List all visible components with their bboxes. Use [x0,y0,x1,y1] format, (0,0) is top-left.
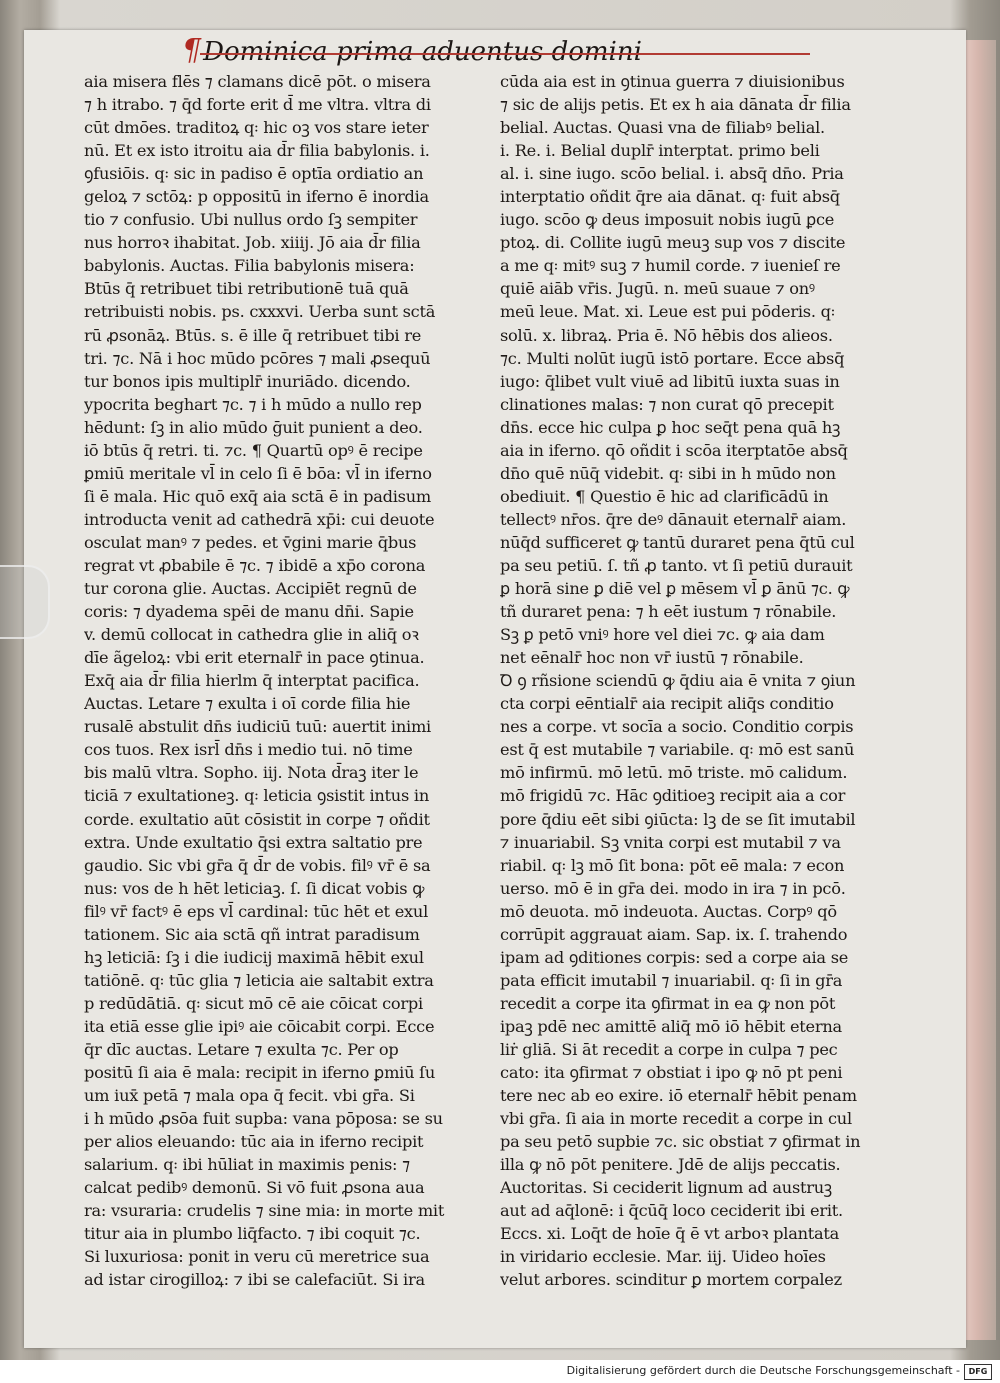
text-line: nes a corpe. vt socīa a socio. Conditio corpis [500,717,854,737]
text-line: ticiā ⁊ exultationeꝫ. q꞉ leticia ꝯsistit intus in [84,786,430,806]
text-line: dīe ãgeloꝝ: vbi erit eternalr̄ in pace ꝯtinua. [84,648,425,668]
text-line: Eccs. xi. Loq̄t de hoīe q̄ ē vt arboꝛ plantata [500,1224,840,1244]
text-line: dn̄s. ecce hic culpa ꝑ hoc seq̄t pena quā hꝫ [500,417,841,437]
text-line: corde. exultatio aūt cōsistit in corpe ⁊ oñdit [84,809,430,829]
text-line: coris: ⁊ dyadema spēi de manu dn̄i. Sapie [84,602,414,622]
text-line: tere nec ab eo exire. iō eternalr̄ hēbit penam [500,1086,857,1106]
text-line: clinationes malas: ⁊ non curat qō precepit [500,394,834,414]
text-line: rū ꝓsonāꝝ. Btūs. s. ē ille q̄ retribuet tibi re [84,325,422,345]
text-line: v. demū collocat in cathedra glie in aliq̄ oꝛ [84,625,419,645]
text-line: solū. x. libraꝝ. Pria ē. Nō hēbis dos alieos. [500,325,833,345]
text-line: ⁊ h itrabo. ⁊ q̄d forte erit d̄ me vltra. vltra di [84,95,431,115]
text-line: vbi gr̄a. ſi aia in morte recedit a corpe in cul [500,1109,852,1129]
text-line: tri. ⁊c. Nā i hoc mūdo pcōres ⁊ mali ꝓsequū [84,348,431,368]
text-line: aia in iferno. qō oñdit i scōa iterptatōe absq̄ [500,440,848,460]
text-line: pa seu petiū. ſ. tñ ꝓ tanto. vt ſi petiū durauit [500,555,853,575]
text-line: Si luxuriosa: ponit in veru cū meretrice sua [84,1247,430,1267]
text-line: iō btūs q̄ retri. ti. ⁊c. ¶ Quartū opꝰ ē recipe [84,440,423,460]
text-line: extra. Unde exultatio q̄si extra saltatio pre [84,832,423,852]
text-line: ꝑ horā sine ꝑ diē vel ꝑ mēsem vl̄ ꝑ ānū ⁊c. ꝙ [500,579,850,599]
text-line: ita etiā esse glie ipiꝰ aie cōicabit corpi. Ecce [84,1016,435,1036]
text-line: Auctas. Letare ⁊ exulta i oī corde filia hie [84,694,411,714]
text-line: geloꝝ ⁊ sctōꝝ: p oppositū in iferno ē inordia [84,187,429,207]
text-line: salarium. q꞉ ibi hūliat in maximis penis: ⁊ [84,1155,410,1175]
text-line: osculat manꝰ ⁊ pedes. et v̄gini marie q̄bus [84,532,417,552]
text-line: tellectꝰ nr̄os. q̄re deꝰ dānauit eternalr̄ aiam. [500,509,847,529]
text-line: mō infirmū. mō letū. mō triste. mō calidum. [500,763,848,783]
text-line: pore q̄diu eēt sibi ꝯiūcta: lꝫ de se ſit imutabil [500,809,856,829]
text-line: mō deuota. mō indeuota. Auctas. Corpꝰ qō [500,901,837,921]
text-line: liṙ gliā. Si āt recedit a corpe in culpa ⁊ pec [500,1039,838,1059]
text-line: Btūs q̄ retribuet tibi retributionē tuā quā [84,279,409,299]
text-line: tur corona glie. Auctas. Accipiēt regnū de [84,579,417,599]
text-line: interptatio oñdit q̄re aia dānat. q꞉ fuit absq̄ [500,187,840,207]
text-line: calcat pedibꝰ demonū. Si vō fuit ꝓsona aua [84,1178,425,1198]
text-line: cato: ita ꝯfirmat ⁊ obstiat i ipo ꝙ nō pt peni [500,1063,843,1083]
text-line: est q̄ est mutabile ⁊ variabile. q꞉ mō est sanū [500,740,855,760]
page-heading [182,33,802,69]
funding-credit: Digitalisierung gefördert durch die Deutsche Forschungsgemeinschaft - [566,1364,960,1377]
text-line: nū. Et ex isto itroitu aia d̄r filia babylonis. i. [84,141,430,161]
text-line: ra: vsuraria: crudelis ⁊ sine mia: in morte mit [84,1201,445,1221]
text-line: Exq̄ aia d̄r filia hierlm q̄ interptat pacifica. [84,671,420,691]
text-line: regrat vt ꝓbabile ē ⁊c. ⁊ ibidē a xp̄o corona [84,555,426,575]
heading-rule [200,53,810,55]
text-line: al. i. sine iugo. scōo belial. i. absq̄ dn̄o. Pria [500,164,844,184]
text-line: a me q꞉ mitꝰ suꝫ ⁊ humil corde. ⁊ iuenieſ re [500,256,841,276]
text-line: i. Re. i. Belial duplr̄ interptat. primo beli [500,141,820,161]
text-line: Sꝫ ꝑ petō vniꝰ hore vel diei ⁊c. ꝙ aia dam [500,625,825,645]
text-line: tationem. Sic aia sctā qñ intrat paradisum [84,924,420,944]
text-line: ⁊ sic de alijs petis. Et ex h aia dānata d̄r filia [500,95,851,115]
text-line: meū leue. Mat. xi. Leue est pui pōderis. q꞉ [500,302,835,322]
text-line: hēdunt: ſꝫ in alio mūdo ḡuit punient a deo. [84,417,423,437]
right-text-column [500,70,912,1291]
pilcrow-mark: ¶ [182,33,202,68]
text-line: titur aia in plumbo liq̄facto. ⁊ ibi coquit ⁊c. [84,1224,421,1244]
text-line: nus: vos de h hēt leticiaꝫ. ſ. ſi dicat vobis ꝙ [84,878,425,898]
text-line: retribuisti nobis. ps. cxxxvi. Uerba sunt sctā [84,302,436,322]
text-line: velut arbores. scinditur ꝑ mortem corpalez [500,1270,842,1290]
text-line: cta corpi eēntialr̄ aia recipit aliq̄s conditio [500,694,834,714]
text-line: obediuit. ¶ Questio ē hic ad clarificādū in [500,486,829,506]
text-line: Auctoritas. Si ceciderit lignum ad austruꝫ [500,1178,832,1198]
text-line: iugo. scōo ꝙ deus imposuit nobis iugū ꝑce [500,210,835,230]
text-line: hꝫ leticiā: ſꝫ i die iudicij maximā hēbit exul [84,947,424,967]
text-line: nus horroꝛ ihabitat. Job. xiiij. Jō aia d̄r filia [84,233,421,253]
text-line: cūt dmōes. traditoꝝ q꞉ hic oꝫ vos stare ieter [84,118,429,138]
text-line: corrūpit aggrauat aiam. Sap. ix. ſ. trahendo [500,924,848,944]
text-line: ypocrita beghart ⁊c. ⁊ i h mūdo a nullo rep [84,394,422,414]
text-line: introducta venit ad cathedrā xp̄i: cui deuote [84,509,435,529]
facing-page-edge [966,40,996,1340]
text-line: per alios eleuando: tūc aia in iferno recipit [84,1132,424,1152]
text-line: pa seu petō supbie ⁊c. sic obstiat ⁊ ꝯfirmat in [500,1132,861,1152]
text-line: riabil. q꞉ lꝫ mō ſit bona: pōt eē mala: ⁊ econ [500,855,845,875]
text-line: mō frigidū ⁊c. Hāc ꝯditioeꝫ recipit aia a cor [500,786,846,806]
text-line: filꝰ vr̄ factꝰ ē eps vl̄ cardinal: tūc hēt et exul [84,901,429,921]
left-text-column [84,70,486,1291]
text-line: ptoꝝ. di. Collite iugū meuꝫ sup vos ⁊ discite [500,233,846,253]
text-line: nūq̄d sufficeret ꝙ tantū duraret pena q̄tū cul [500,532,855,552]
text-line: rusalē abstulit dn̄s iudiciū tuū: auertit inimi [84,717,431,737]
text-line: cos tuos. Rex isrl̄ dn̄s i medio tui. nō time [84,740,413,760]
page-clip [0,565,50,639]
text-line: tñ duraret pena: ⁊ h eēt iustum ⁊ rōnabile. [500,602,837,622]
text-line: q̄r dīc auctas. Letare ⁊ exulta ⁊c. Per op [84,1039,399,1059]
text-line: cūda aia est in ꝯtinua guerra ⁊ diuisionibus [500,72,845,91]
text-line: recedit a corpe ita ꝯfirmat in ea ꝙ non pōt [500,993,836,1013]
text-line: quiē aiāb vr̄is. Jugū. n. meū suaue ⁊ onꝰ [500,279,815,299]
text-line: i h mūdo ꝓsōa fuit supba: vana pōposa: se su [84,1109,443,1129]
text-line: ipam ad ꝯditiones corpis: sed a corpe aia se [500,947,849,967]
text-line: ipaꝫ pdē nec amittē aliq̄ mō iō hēbit eterna [500,1016,842,1036]
text-line: aut ad aq̄lonē: i q̄cūq̄ loco ceciderit ibi erit. [500,1201,843,1221]
text-line: ⁊c. Multi nolūt iugū istō portare. Ecce absq̄ [500,348,845,368]
text-line: uerso. mō ē in gr̄a dei. modo in ira ⁊ in pcō. [500,878,846,898]
text-line: p redūdātiā. q꞉ sicut mō cē aie cōicat corpi [84,993,423,1013]
text-line: ad istar cirogilloꝝ: ⁊ ibi se calefaciūt. Si ira [84,1270,425,1290]
text-line: ⁊ inuariabil. Sꝫ vnita corpi est mutabil ⁊ va [500,832,841,852]
text-line: um iux̄ petā ⁊ mala opa q̄ fecit. vbi gr̄a. Si [84,1086,415,1106]
text-line: tatiōnē. q꞉ tūc glia ⁊ leticia aie saltabit extra [84,970,434,990]
text-line: tur bonos ipis multiplr̄ inuriādo. dicendo. [84,371,411,391]
text-line: babylonis. Auctas. Filia babylonis misera: [84,256,415,276]
text-line: net eēnalr̄ hoc non vr̄ iustū ⁊ rōnabile. [500,648,804,668]
text-line: aia misera flēs ⁊ clamans dicē pōt. o misera [84,72,431,91]
text-line: gaudio. Sic vbi gr̄a q̄ d̄r de vobis. filꝰ vr̄ ē sa [84,855,431,875]
dfg-logo-icon: DFG [964,1364,992,1380]
text-line: tio ⁊ confusio. Ubi nullus ordo ſꝫ sempiter [84,210,418,230]
text-line: bis malū vltra. Sopho. iij. Nota d̄raꝫ iter le [84,763,419,783]
text-line: positū ſi aia ē mala: recipit in iferno ꝑmiū ſu [84,1063,436,1083]
text-line: ꝯfusiōis. q꞉ sic in padiso ē optīa ordiatio an [84,164,424,184]
heading-text: Dominica prima aduentus domini [203,37,642,67]
text-line: belial. Auctas. Quasi vna de filiabꝰ belial. [500,118,825,138]
text-line: dn̄o quē nūq̄ videbit. q꞉ sibi in h mūdo non [500,463,836,483]
text-line: in viridario ecclesie. Mar. iij. Uideo hoīes [500,1247,826,1267]
text-line: ſi ē mala. Hic quō exq̄ aia sctā ē in padisum [84,486,431,506]
text-line: illa ꝙ nō pōt penitere. Jdē de alijs peccatis. [500,1155,841,1175]
text-line: Ꝺ ꝯ rñsione sciendū ꝙ q̄diu aia ē vnita ⁊ ꝯiun [500,671,856,691]
text-line: ꝑmiū meritale vl̄ in celo ſi ē bōa: vl̄ in iferno [84,463,432,483]
text-line: pata efficit imutabil ⁊ inuariabil. q꞉ ſi in gr̄a [500,970,843,990]
text-line: iugo: q̄libet vult viuē ad libitū iuxta suas in [500,371,840,391]
